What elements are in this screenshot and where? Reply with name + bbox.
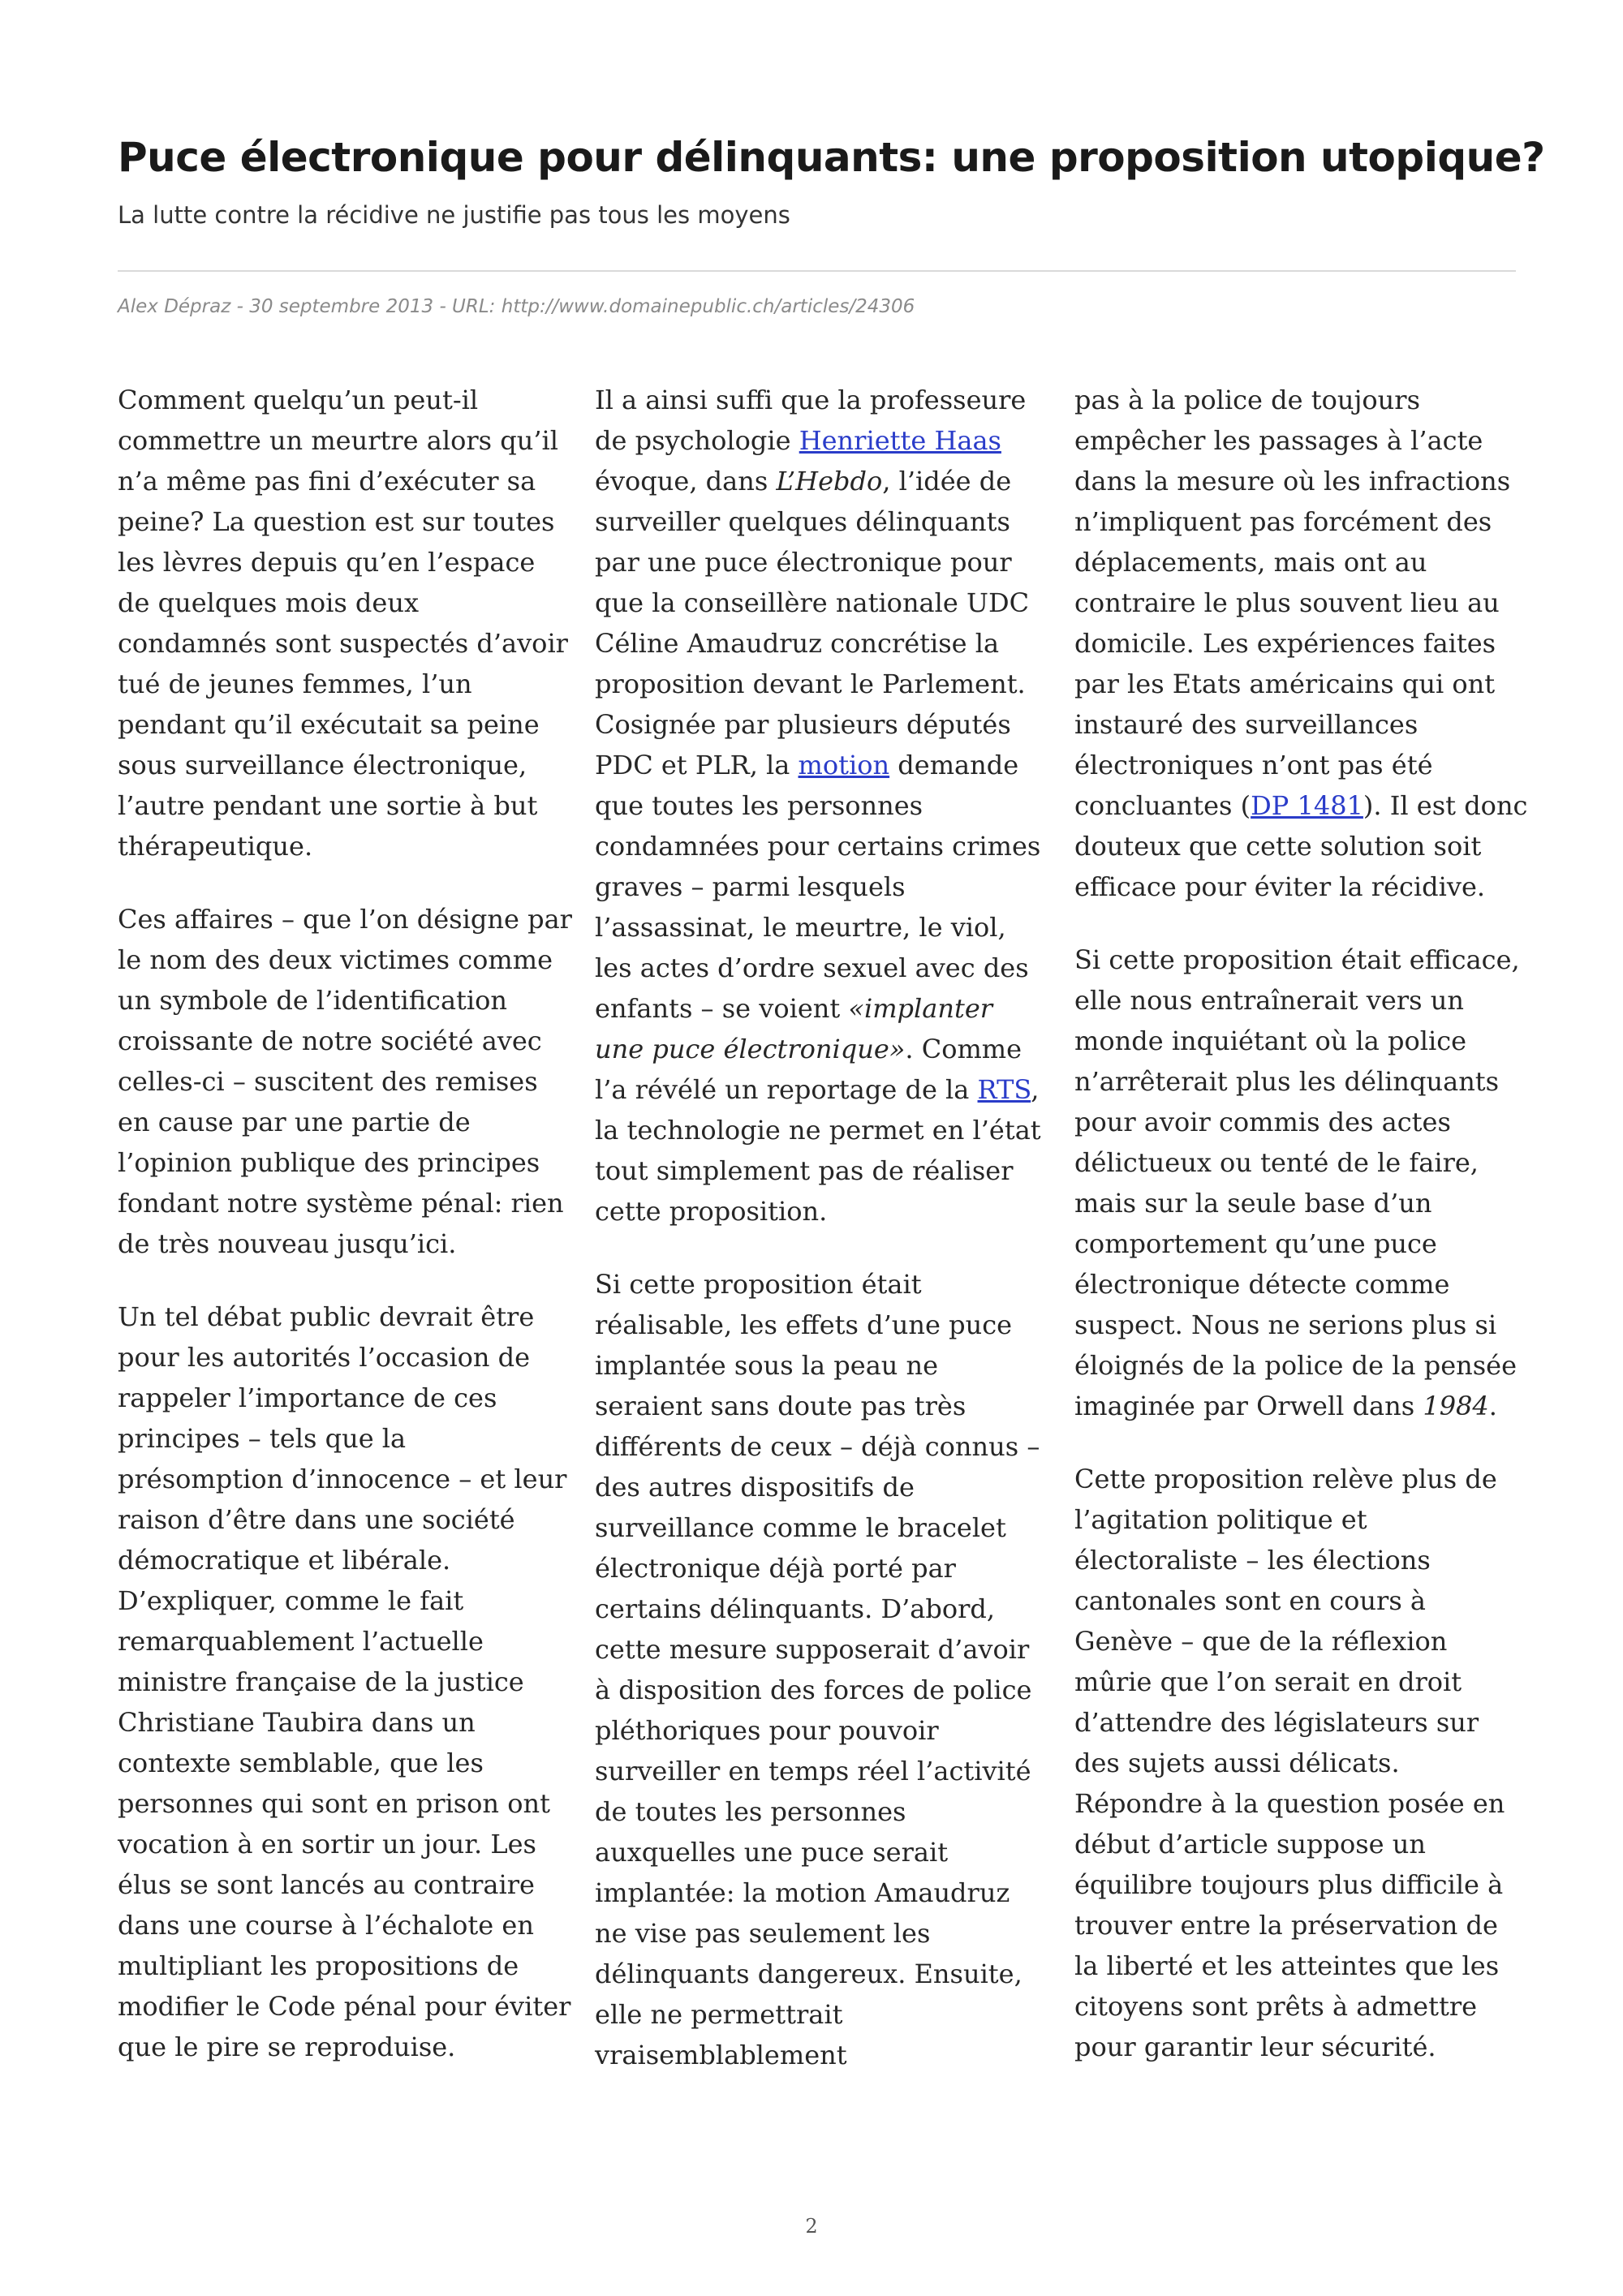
text-run: pas à la police de toujours empêcher les passages à l’acte dans la mesure où les infractions n’impliquent pas forcément des déplacements, mais ont au contraire le plus souvent lieu au domicile. Les expériences faites par les Etats américains qui ont instauré des surveillances électroniques n’ont pas été concluantes ( bbox=[1074, 385, 1511, 821]
text-run: Si cette proposition était efficace, elle nous entraînerait vers un monde inquiétant où la police n’arrêterait plus les délinquants pour avoir commis des actes délictueux ou tenté de le faire, mais sur la seule base d’un comportement qu’une puce électronique détecte comme suspect. Nous ne serions plus si éloignés de la police de la pensée imaginée par Orwell dans bbox=[1074, 944, 1520, 1421]
text-column-2 bbox=[595, 380, 1049, 2108]
text-run: demande que toutes les personnes condamnées pour certains crimes graves – parmi lesquels l’assassinat, le meurtre, le viol, les actes d’ordre sexuel avec des enfants – se voient bbox=[595, 750, 1041, 1024]
paragraph: Cette proposition relève plus de l’agitation politique et électoraliste – les élections cantonales sont en cours à Genève – que de la réflexion mûrie que l’on serait en droit d’attendre des législateurs sur des sujets aussi délicats. Répondre à la question posée en début d’article suppose un équilibre toujours plus difficile à trouver entre la préservation de la liberté et les atteintes que les citoyens sont prêts à admettre pour garantir leur sécurité. bbox=[1074, 1464, 1505, 2062]
text-run: , l’idée de surveiller quelques délinquants par une puce électronique pour que la conseillère nationale UDC Céline Amaudruz concrétise la proposition devant le Parlement. Cosignée par plusieurs députés PDC et PLR, la bbox=[595, 466, 1030, 780]
paragraph: Si cette proposition était réalisable, les effets d’une puce implantée sous la peau ne seraient sans doute pas très différents de ceux – déjà connus – des autres dispositifs de surveillance comme le bracelet électronique déjà porté par certains délinquants. D’abord, cette mesure supposerait d’avoir à disposition des forces de police pléthoriques pour pouvoir surveiller en temps réel l’activité de toutes les personnes auxquelles une puce serait implantée: la motion Amaudruz ne vise pas seulement les délinquants dangereux. Ensuite, elle ne permettrait vraisemblablement bbox=[595, 1269, 1040, 2070]
paragraph bbox=[595, 380, 1049, 1232]
link-motion[interactable]: motion bbox=[798, 750, 890, 780]
link-rts[interactable]: RTS bbox=[977, 1074, 1031, 1105]
text-run: évoque, dans bbox=[595, 466, 768, 497]
text-run: Il a ainsi suffi que la professeure de psychologie bbox=[595, 385, 1027, 456]
text-run: , la technologie ne permet en l’état tout simplement pas de réaliser cette proposition. bbox=[595, 1074, 1041, 1227]
header-divider bbox=[118, 270, 1516, 272]
article-subtitle: La lutte contre la récidive ne justifie pas tous les moyens bbox=[118, 201, 790, 229]
text-column-3 bbox=[1074, 380, 1529, 2100]
article-byline: Alex Dépraz - 30 septembre 2013 - URL: http://www.domainepublic.ch/articles/24306 bbox=[118, 296, 915, 317]
text-run: ). Il est donc douteux que cette solution soit efficace pour éviter la récidive. bbox=[1074, 790, 1528, 902]
book-title: 1984 bbox=[1423, 1391, 1489, 1421]
paragraph: Comment quelqu’un peut-il commettre un meurtre alors qu’il n’a même pas fini d’exécuter sa peine? La question est sur toutes les lèvres depuis qu’en l’espace de quelques mois deux condamnés sont suspectés d’avoir tué de jeunes femmes, l’un pendant qu’il exécutait sa peine sous surveillance électronique, l’autre pendant une sortie à but thérapeutique. bbox=[118, 385, 568, 862]
paragraph: Un tel débat public devrait être pour les autorités l’occasion de rappeler l’importance de ces principes – tels que la présomption d’innocence – et leur raison d’être dans une société démocratique et libérale. D’expliquer, comme le fait remarquablement l’actuelle ministre française de la justice Christiane Taubira dans un contexte semblable, que les personnes qui sont en prison ont vocation à en sortir un jour. Les élus se sont lancés au contraire dans une course à l’échalote en multipliant les propositions de modifier le Code pénal pour éviter que le pire se reproduise. bbox=[118, 1301, 571, 2062]
article-title: Puce électronique pour délinquants: une proposition utopique? bbox=[118, 134, 1545, 181]
link-henriette-haas[interactable]: Henriette Haas bbox=[799, 425, 1001, 456]
text-column-1 bbox=[118, 380, 572, 2100]
paragraph bbox=[1074, 939, 1529, 1426]
text-run: . Comme l’a révélé un reportage de la bbox=[595, 1034, 1022, 1105]
paragraph: Ces affaires – que l’on désigne par le nom des deux victimes comme un symbole de l’identification croissante de notre société avec celles-ci – suscitent des remises en cause par une partie de l’opinion publique des principes fondant notre système pénal: rien de très nouveau jusqu’ici. bbox=[118, 904, 572, 1259]
publication-name: L’Hebdo bbox=[776, 466, 883, 497]
page-number: 2 bbox=[805, 2215, 818, 2238]
link-dp-1481[interactable]: DP 1481 bbox=[1251, 790, 1363, 821]
quote: «implanter une puce électronique» bbox=[595, 993, 993, 1064]
text-run: . bbox=[1488, 1391, 1497, 1421]
paragraph bbox=[1074, 380, 1529, 907]
